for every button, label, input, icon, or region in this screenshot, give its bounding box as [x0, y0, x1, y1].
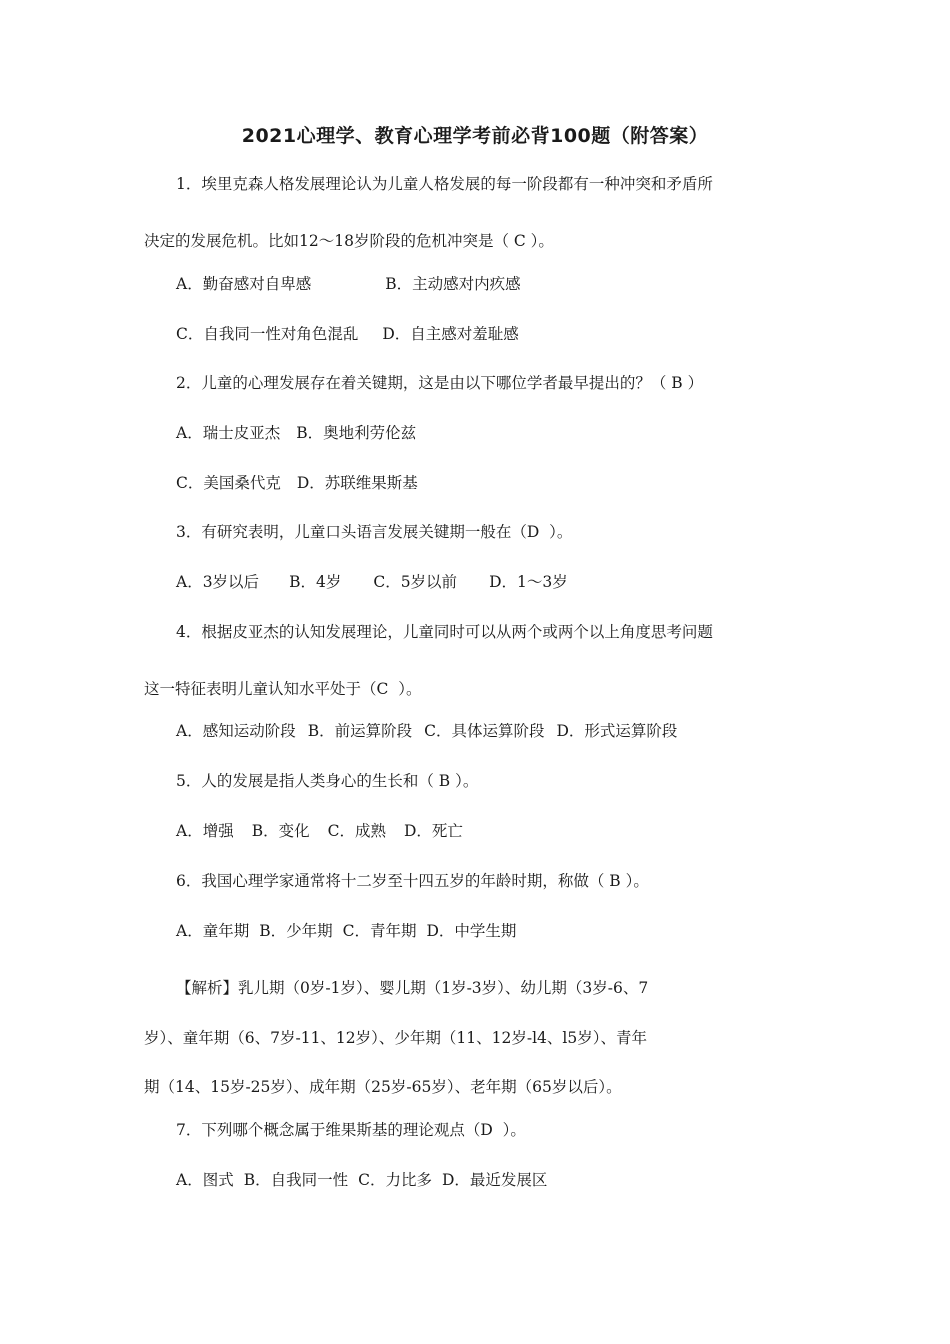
question-7-option-c: C．力比多: [358, 1171, 432, 1189]
question-6-option-b: B．少年期: [259, 922, 333, 940]
question-3-option-c: C．5岁以前: [373, 573, 458, 591]
question-4-stem-line-2: 这一特征表明儿童认知水平处于（C ）。: [144, 680, 422, 698]
question-6-analysis-line-2: 岁）、童年期（6、7岁-11、12岁）、少年期（11、12岁-l4、l5岁）、青年: [144, 1029, 647, 1047]
question-3-option-a: A．3岁以后: [176, 573, 260, 591]
question-6-analysis-line-1: 【解析】乳儿期（0岁-1岁）、婴儿期（1岁-3岁）、幼儿期（3岁-6、7: [176, 979, 649, 997]
question-2-option-d: D．苏联维果斯基: [296, 474, 418, 492]
question-1-options-row-2: [176, 324, 519, 344]
question-1-options-row-1: [176, 274, 521, 294]
question-4-option-d: D．形式运算阶段: [556, 722, 678, 740]
question-6-option-d: D．中学生期: [426, 922, 517, 940]
question-3-option-b: B．4岁: [289, 573, 342, 591]
question-1-option-d: D．自主感对羞耻感: [382, 325, 519, 343]
question-5-option-d: D．死亡: [403, 822, 463, 840]
question-4-option-a: A．感知运动阶段: [176, 722, 296, 740]
question-2-stem: 2．儿童的心理发展存在着关键期，这是由以下哪位学者最早提出的？（ B ）: [176, 374, 704, 392]
question-6-analysis-line-3: 期（14、15岁-25岁）、成年期（25岁-65岁）、老年期（65岁以后）。: [144, 1078, 622, 1096]
question-4-option-c: C．具体运算阶段: [424, 722, 545, 740]
question-7-stem: 7．下列哪个概念属于维果斯基的理论观点（D ）。: [176, 1121, 526, 1139]
question-5-option-c: C．成熟: [327, 822, 386, 840]
question-6-option-c: C．青年期: [342, 922, 417, 940]
question-1-stem-line-1: 1．埃里克森人格发展理论认为儿童人格发展的每一阶段都有一种冲突和矛盾所: [176, 175, 713, 193]
question-5-option-a: A．增强: [176, 822, 234, 840]
question-5-option-b: B．变化: [251, 822, 310, 840]
question-1-option-b: B．主动感对内疚感: [385, 275, 521, 293]
question-2-option-c: C．美国桑代克: [176, 474, 281, 492]
question-7-option-a: A．图式: [176, 1171, 234, 1189]
question-4-options-row: [176, 721, 677, 741]
question-4-stem-line-1: 4．根据皮亚杰的认知发展理论，儿童同时可以从两个或两个以上角度思考问题: [176, 623, 713, 641]
question-7-option-d: D．最近发展区: [441, 1171, 548, 1189]
question-7-option-b: B．自我同一性: [243, 1171, 349, 1189]
question-5-stem: 5．人的发展是指人类身心的生长和（ B ）。: [176, 772, 479, 790]
question-1-option-c: C．自我同一性对角色混乱: [176, 325, 359, 343]
question-2-options-row-2: [176, 473, 418, 493]
question-6-stem: 6．我国心理学家通常将十二岁至十四五岁的年龄时期，称做（ B ）。: [176, 872, 649, 890]
question-3-options-row: [176, 572, 568, 592]
question-6-options-row: [176, 921, 516, 941]
question-5-options-row: [176, 821, 463, 841]
question-4-option-b: B．前运算阶段: [307, 722, 413, 740]
document-title: 2021心理学、教育心理学考前必背100题（附答案）: [241, 125, 709, 147]
question-2-option-b: B．奥地利劳伦兹: [296, 424, 417, 442]
question-2-options-row-1: [176, 423, 416, 443]
question-3-option-d: D．1～3岁: [489, 573, 568, 591]
question-3-stem: 3．有研究表明，儿童口头语言发展关键期一般在（D ）。: [176, 523, 573, 541]
question-6-option-a: A．童年期: [176, 922, 250, 940]
question-1-option-a: A．勤奋感对自卑感: [176, 275, 312, 293]
question-7-options-row: [176, 1170, 547, 1190]
question-2-option-a: A．瑞士皮亚杰: [176, 424, 281, 442]
question-1-stem-line-2: 决定的发展危机。比如12～18岁阶段的危机冲突是（ C ）。: [144, 232, 554, 250]
